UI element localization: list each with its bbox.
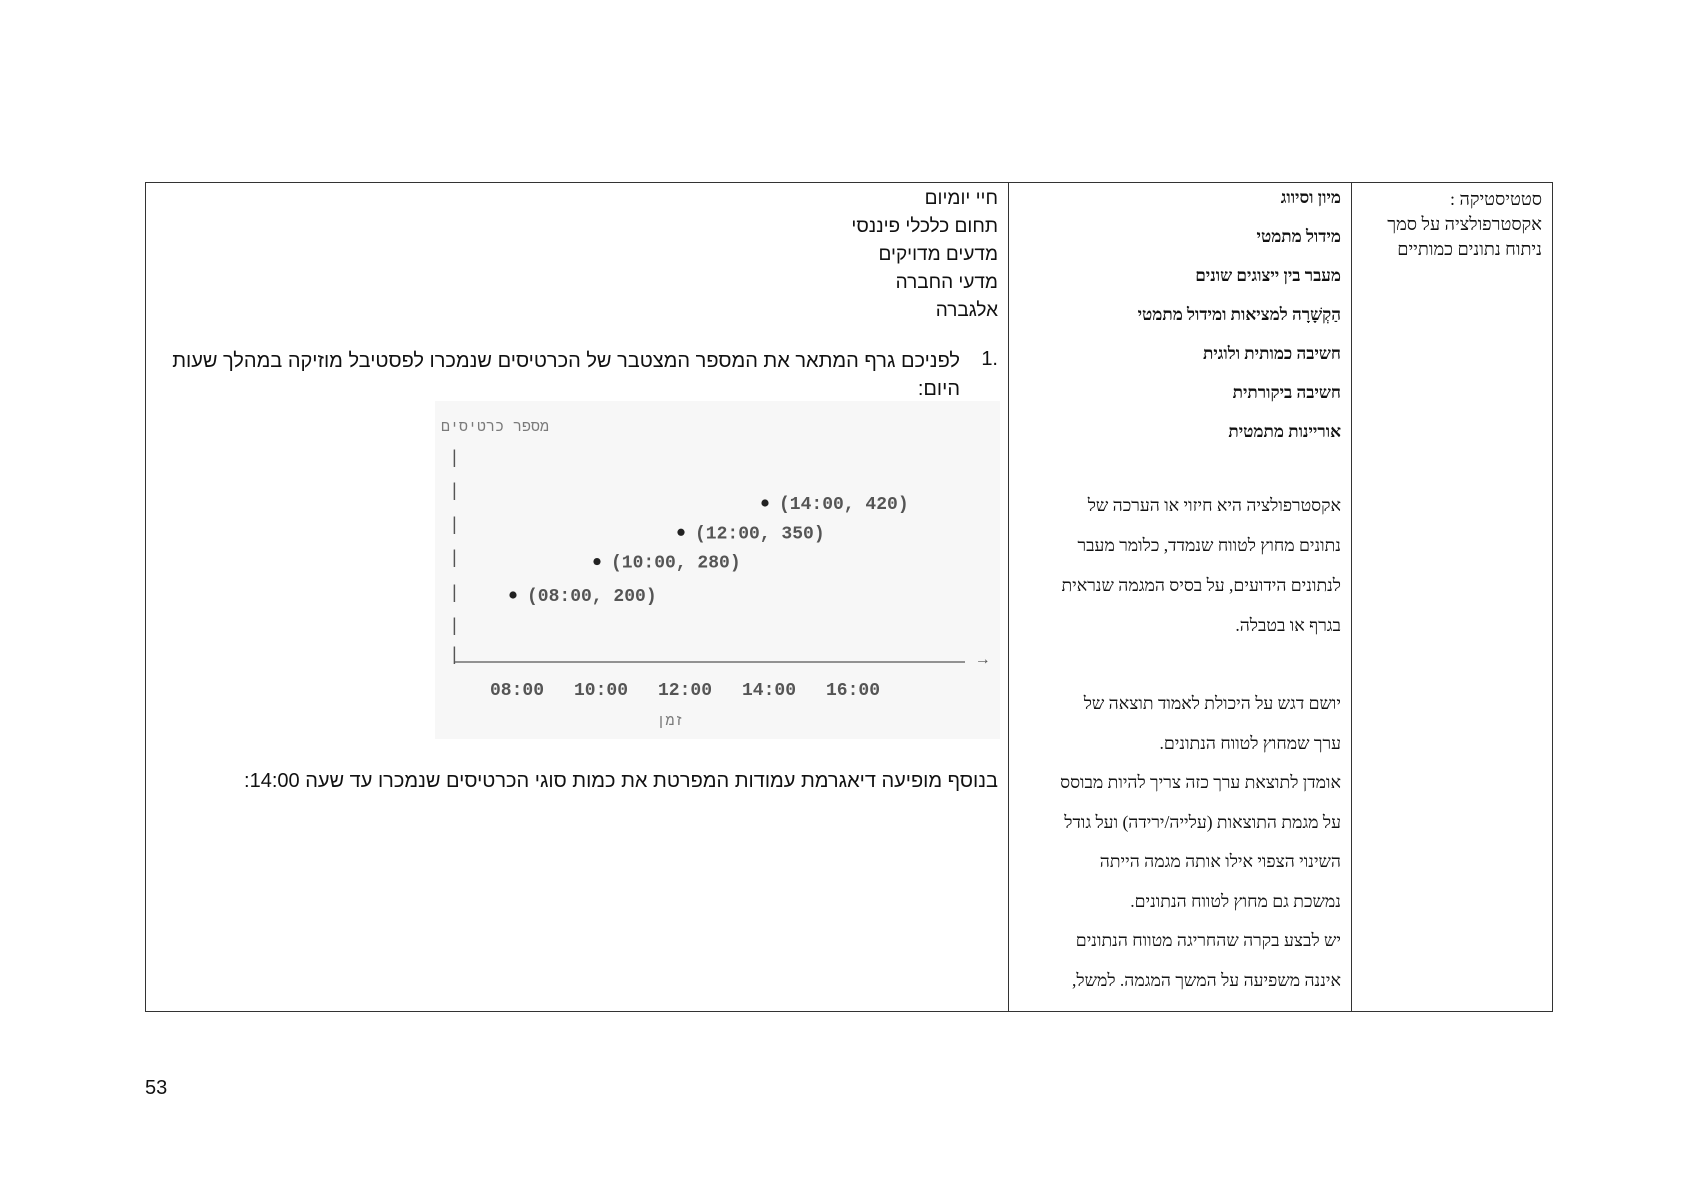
y-axis-tick: | <box>449 449 460 469</box>
skill-item: מיון וסיווג <box>1280 188 1341 207</box>
y-axis-tick: | <box>449 482 460 502</box>
subject-text <box>1387 187 1542 262</box>
chart-svg <box>435 401 1000 739</box>
text-line: נמשכת גם מחוץ לטווח הנתונים. <box>1130 890 1341 911</box>
skill-item: חשיבה ביקורתית <box>1232 383 1341 402</box>
y-axis-tick: | <box>449 549 460 569</box>
y-axis-tick: | <box>449 646 460 666</box>
context-item: מדעי החברה <box>895 272 998 293</box>
skills-column <box>1008 183 1351 1011</box>
y-axis-tick: | <box>449 584 460 604</box>
context-item: חיי יומיום <box>924 188 998 209</box>
text-line: בגרף או בטבלה. <box>1235 615 1341 635</box>
x-axis-arrow: → <box>978 651 988 669</box>
skill-item: חשיבה כמותית ולוגית <box>1202 344 1341 363</box>
question-number: 1. <box>981 348 998 370</box>
subject-line: ניתוח נתונים כמותיים <box>1397 239 1542 259</box>
x-tick-label: 08:00 <box>489 681 545 701</box>
text-line: יושם דגש על היכולת לאמוד תוצאה של <box>1083 693 1341 713</box>
subject-line: אקסטרפולציה על סמך <box>1387 214 1542 234</box>
data-point <box>509 591 516 598</box>
text-line: נתונים מחוץ לטווח שנמדד, כלומר מעבר <box>1077 535 1341 555</box>
context-item: מדעים מדויקים <box>878 244 998 265</box>
text-line: על מגמת התוצאות (עלייה/ירידה) ועל גודל <box>1064 811 1341 832</box>
context-item: תחום כלכלי פיננסי <box>851 216 998 237</box>
x-tick-label: 14:00 <box>741 681 797 701</box>
contexts-list <box>851 185 998 325</box>
text-line: השינוי הצפוי אילו אותה מגמה הייתה <box>1099 851 1341 871</box>
skills-list <box>1138 187 1341 460</box>
subject-line: סטטיסטיקה : <box>1449 189 1542 209</box>
context-item: אלגברה <box>935 300 998 321</box>
skill-item: אוריינות מתמטית <box>1228 422 1341 441</box>
y-axis-label: מספר כרטיסים <box>440 419 549 436</box>
x-tick-label: 16:00 <box>825 681 881 701</box>
skill-item: מעבר בין ייצוגים שונים <box>1195 266 1341 285</box>
data-point-label: (14:00, 420) <box>779 495 909 515</box>
text-line: אקסטרפולציה היא חיזוי או הערכה של <box>1087 495 1341 515</box>
skill-item: מידול מתמטי <box>1256 227 1341 246</box>
emphasis-paragraph <box>1019 689 1341 1005</box>
bar-chart-intro: בנוסף מופיעה דיאגרמת עמודות המפרטת את כמות סוגי הכרטיסים שנמכרו עד שעה 14:00: <box>244 770 998 792</box>
x-tick-label: 10:00 <box>573 681 629 701</box>
y-axis-tick: | <box>449 617 460 637</box>
skill-item: הַקְשָׁרָה למציאות ומידול מתמטי <box>1137 305 1341 324</box>
subject-column <box>1351 183 1552 1011</box>
data-point-label: (08:00, 200) <box>527 587 657 607</box>
data-point-label: (10:00, 280) <box>611 553 741 574</box>
text-line: אומדן לתוצאת ערך כזה צריך להיות מבוסס <box>1060 772 1341 792</box>
text-line: איננה משפיעה על המשך המגמה. למשל, <box>1072 969 1341 990</box>
tickets-chart <box>435 401 1000 739</box>
text-line: יש לבצע בקרה שהחריגה מטווח הנתונים <box>1075 930 1341 950</box>
task-column <box>146 183 1008 1011</box>
data-point <box>593 558 600 565</box>
data-point <box>677 529 684 536</box>
text-line: ערך שמחוץ לטווח הנתונים. <box>1159 732 1341 753</box>
text-line: לנתונים הידועים, על בסיס המגמה שנראית <box>1061 575 1341 595</box>
question-text: לפניכם גרף המתאר את המספר המצטבר של הכרטיסים שנמכרו לפסטיבל מוזיקה במהלך שעות היום: <box>172 350 960 400</box>
data-point-label: (12:00, 350) <box>695 524 825 545</box>
data-point <box>761 499 768 506</box>
page-number: 53 <box>145 1077 168 1099</box>
x-axis-label: זמן <box>656 713 684 730</box>
y-axis-tick: | <box>449 516 460 536</box>
x-tick-label: 12:00 <box>657 681 713 701</box>
curriculum-table <box>145 182 1553 1012</box>
extrapolation-definition <box>1019 491 1341 651</box>
